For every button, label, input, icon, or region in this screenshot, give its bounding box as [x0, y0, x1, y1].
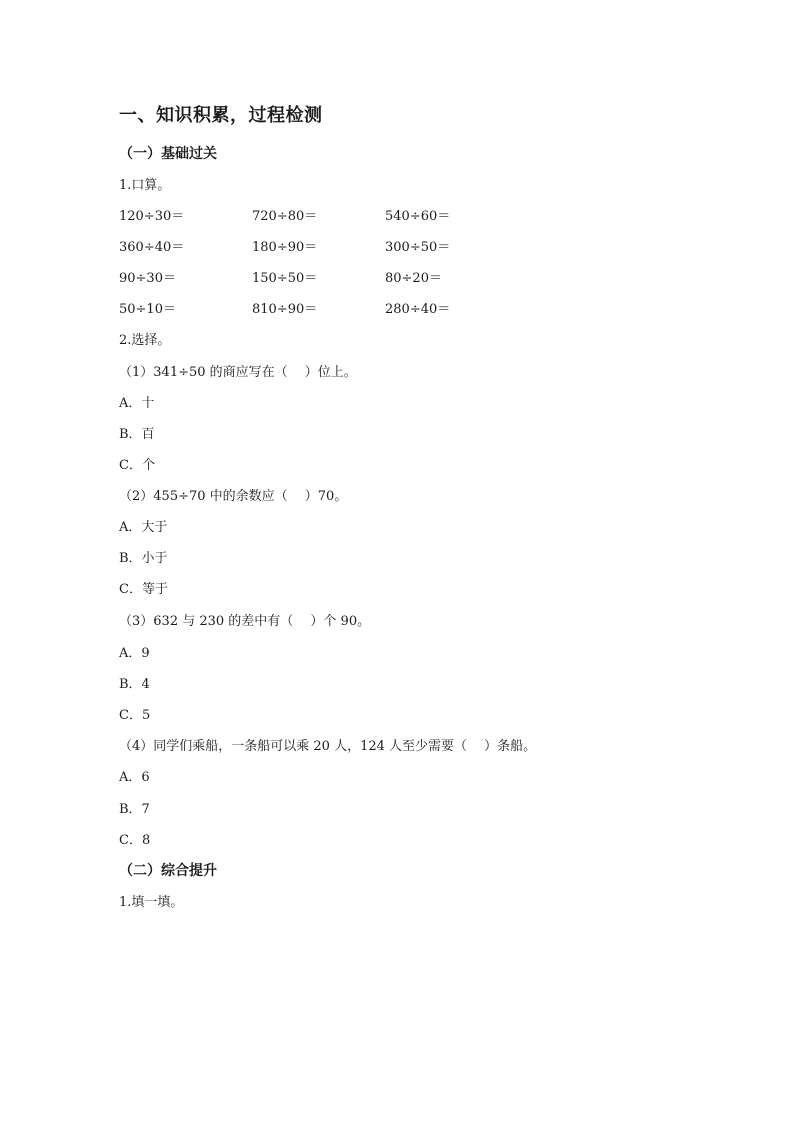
q2-title: 2.选择。 — [119, 333, 171, 348]
calc-item: 80÷20＝ — [385, 271, 442, 286]
choice-option: C．个 — [119, 458, 155, 473]
choice-option: A．6 — [119, 770, 150, 785]
part2-q1-title: 1.填一填。 — [119, 895, 184, 910]
choice-stem: （2）455÷70 中的余数应（ ）70。 — [119, 489, 348, 504]
choice-option: B．百 — [119, 427, 155, 442]
calc-item: 90÷30＝ — [119, 271, 176, 286]
choice-option: A．大于 — [119, 520, 168, 535]
calc-item: 540÷60＝ — [385, 209, 451, 224]
calc-item: 280÷40＝ — [385, 302, 451, 317]
choice-option: B．7 — [119, 802, 150, 817]
choice-option: A．十 — [119, 396, 155, 411]
section-title: 一、知识积累，过程检测 — [119, 105, 323, 126]
choice-stem: （4）同学们乘船，一条船可以乘 20 人，124 人至少需要（ ）条船。 — [119, 739, 537, 754]
part1-heading: （一）基础过关 — [119, 146, 217, 162]
choice-option: C．5 — [119, 708, 151, 723]
part2-heading: （二）综合提升 — [119, 863, 217, 879]
choice-stem: （3）632 与 230 的差中有（ ）个 90。 — [119, 614, 371, 629]
calc-item: 180÷90＝ — [252, 240, 318, 255]
choice-option: B．4 — [119, 677, 150, 692]
q1-title: 1.口算。 — [119, 178, 171, 193]
calc-item: 810÷90＝ — [252, 302, 318, 317]
calc-item: 50÷10＝ — [119, 302, 176, 317]
calc-item: 360÷40＝ — [119, 240, 185, 255]
calc-item: 150÷50＝ — [252, 271, 318, 286]
choice-option: C．8 — [119, 833, 151, 848]
calc-item: 120÷30＝ — [119, 209, 185, 224]
choice-option: C．等于 — [119, 582, 168, 597]
calc-item: 300÷50＝ — [385, 240, 451, 255]
choice-option: A．9 — [119, 646, 150, 661]
choice-option: B．小于 — [119, 551, 168, 566]
calc-item: 720÷80＝ — [252, 209, 318, 224]
choice-stem: （1）341÷50 的商应写在（ ）位上。 — [119, 365, 357, 380]
